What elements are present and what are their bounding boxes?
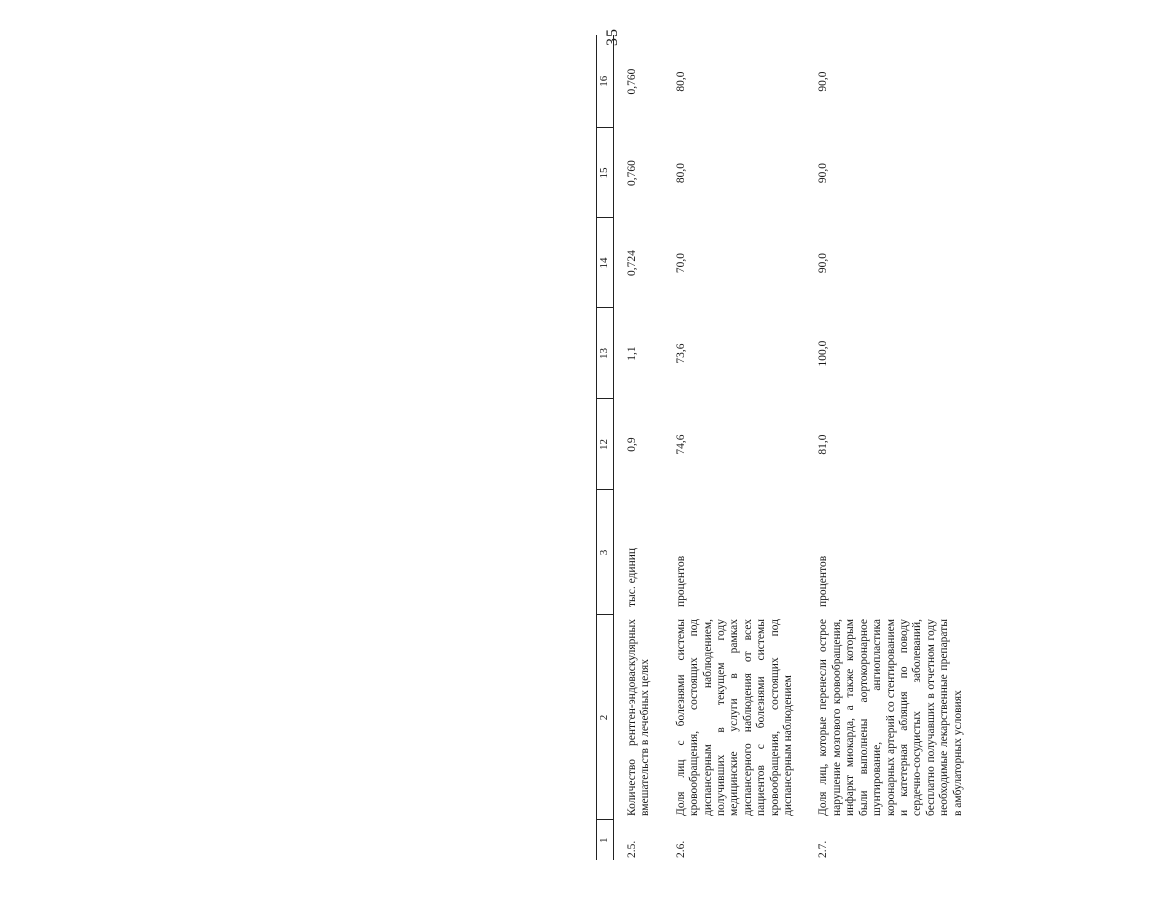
- column-header: 13: [597, 308, 614, 399]
- value-cell: 0,9: [626, 437, 638, 452]
- value-cell: 0,724: [626, 250, 638, 276]
- column-header: 3: [597, 490, 614, 615]
- column-header: 16: [597, 35, 614, 128]
- value-cell: 80,0: [674, 71, 687, 92]
- value-cell: 0,760: [626, 68, 638, 95]
- indicator-text: Количество рентген-эндоваскулярных вмешательств в лечебных целях: [626, 619, 652, 816]
- indicators-table: [596, 35, 975, 860]
- column-header: 15: [597, 128, 614, 218]
- unit-cell: процентов: [817, 555, 830, 607]
- value-cell: 100,0: [817, 340, 830, 367]
- value-cell: 81,0: [817, 434, 830, 455]
- value-cell: 80,0: [674, 162, 687, 184]
- value-cell: 73,6: [674, 343, 687, 364]
- value-cell: 74,6: [674, 434, 687, 455]
- value-cell: 0,760: [626, 160, 638, 186]
- table-row: [805, 35, 974, 860]
- column-header: 14: [597, 218, 614, 308]
- rotated-table-container: [596, 35, 1151, 860]
- column-header: 1: [597, 820, 614, 860]
- value-cell: 90,0: [817, 252, 830, 274]
- column-header: 2: [597, 615, 614, 820]
- value-cell: 70,0: [674, 252, 687, 274]
- row-index: 2.6.: [674, 840, 687, 858]
- indicator-text: Доля лиц, которые перенесли острое нарушение мозгового кровообращения, инфаркт миокарда, а также которым были выполнены аортокоронарное шунтирование, ангиопластика коронарных артерий со стентированием и катетерная абляция по поводу сердечно-сосудистых заболеваний, бесплатно получавших в отчетном году необходимые лекарственные препараты в амбулаторных условиях: [817, 619, 964, 816]
- unit-cell: тыс. единиц: [626, 547, 638, 607]
- indicator-text: Доля лиц с болезнями системы кровообращения, состоящих под диспансерным наблюдением, получивших в текущем году медицинские услуги в рамках диспансерного наблюдения от всех пациентов с болезнями системы кровообращения, состоящих под диспансерным наблюдением: [674, 619, 795, 816]
- unit-cell: процентов: [674, 555, 687, 607]
- value-cell: 1,1: [626, 346, 638, 361]
- row-index: 2.7.: [817, 840, 830, 858]
- value-cell: 90,0: [817, 71, 830, 92]
- page-number: 35: [604, 28, 621, 46]
- column-header: 12: [597, 399, 614, 490]
- table-row: [614, 35, 663, 860]
- value-cell: 90,0: [817, 162, 830, 184]
- table-header-row: [597, 35, 614, 860]
- row-index: 2.5.: [626, 840, 638, 858]
- table-row: [663, 35, 806, 860]
